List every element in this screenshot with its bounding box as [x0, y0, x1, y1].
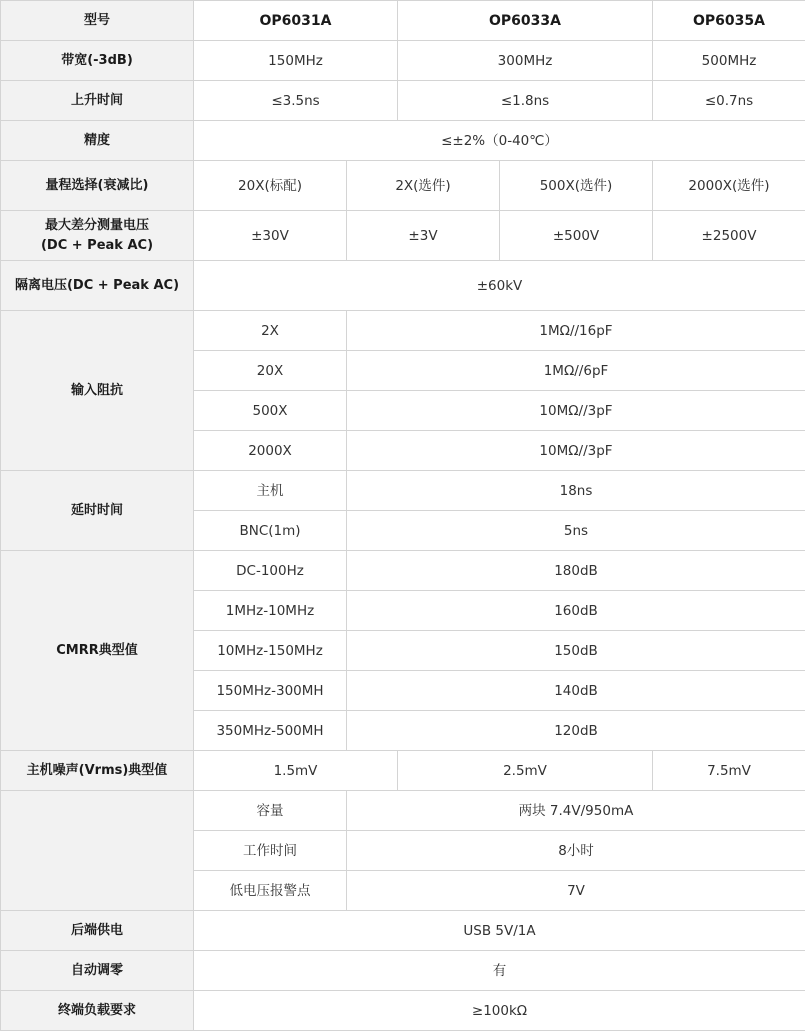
table-row	[1, 211, 805, 261]
cmrr-freq: 150MHz-300MH	[194, 671, 347, 711]
rise-time-value: ≤3.5ns	[194, 81, 398, 121]
noise-value: 2.5mV	[398, 751, 653, 791]
rise-time-label: 上升时间	[1, 81, 194, 121]
auto-zero-value: 有	[194, 951, 805, 991]
table-row	[1, 121, 805, 161]
range-label: 量程选择(衰减比)	[1, 161, 194, 211]
accuracy-label: 精度	[1, 121, 194, 161]
delay-item: BNC(1m)	[194, 511, 347, 551]
cmrr-freq: 350MHz-500MH	[194, 711, 347, 751]
cmrr-freq: 10MHz-150MHz	[194, 631, 347, 671]
range-value: 2X(选件)	[347, 161, 500, 211]
delay-label: 延时时间	[1, 471, 194, 551]
delay-value: 5ns	[347, 511, 805, 551]
bandwidth-value: 500MHz	[653, 41, 805, 81]
max-diff-voltage-label-line2: (DC + Peak AC)	[40, 237, 154, 253]
delay-value: 18ns	[347, 471, 805, 511]
table-row	[1, 551, 805, 591]
cmrr-value: 120dB	[347, 711, 805, 751]
impedance-value: 10MΩ//3pF	[347, 391, 805, 431]
impedance-range: 20X	[194, 351, 347, 391]
noise-value: 7.5mV	[653, 751, 805, 791]
bandwidth-value: 150MHz	[194, 41, 398, 81]
power-label: 后端供电	[1, 911, 194, 951]
bandwidth-value: 300MHz	[398, 41, 653, 81]
input-impedance-label: 输入阻抗	[1, 311, 194, 471]
rise-time-value: ≤1.8ns	[398, 81, 653, 121]
battery-value: 7V	[347, 871, 805, 911]
battery-value: 两块 7.4V/950mA	[347, 791, 805, 831]
table-row	[1, 311, 805, 351]
table-row	[1, 991, 805, 1031]
table-row	[1, 1, 805, 41]
table-row	[1, 161, 805, 211]
isolation-value: ±60kV	[194, 261, 805, 311]
battery-value: 8小时	[347, 831, 805, 871]
range-value: 2000X(选件)	[653, 161, 805, 211]
cmrr-freq: DC-100Hz	[194, 551, 347, 591]
table-row	[1, 951, 805, 991]
model-label: 型号	[1, 1, 194, 41]
battery-item: 工作时间	[194, 831, 347, 871]
table-row	[1, 81, 805, 121]
range-value: 20X(标配)	[194, 161, 347, 211]
impedance-value: 1MΩ//6pF	[347, 351, 805, 391]
table-row	[1, 41, 805, 81]
cmrr-value: 150dB	[347, 631, 805, 671]
battery-label	[1, 791, 194, 911]
max-diff-voltage-value: ±500V	[500, 211, 653, 261]
model-header: OP6033A	[398, 1, 653, 41]
impedance-range: 2000X	[194, 431, 347, 471]
model-header: OP6035A	[653, 1, 805, 41]
delay-item: 主机	[194, 471, 347, 511]
model-header: OP6031A	[194, 1, 398, 41]
load-value: ≥100kΩ	[194, 991, 805, 1031]
max-diff-voltage-value: ±3V	[347, 211, 500, 261]
max-diff-voltage-value: ±2500V	[653, 211, 805, 261]
auto-zero-label: 自动调零	[1, 951, 194, 991]
power-value: USB 5V/1A	[194, 911, 805, 951]
impedance-value: 1MΩ//16pF	[347, 311, 805, 351]
battery-item: 低电压报警点	[194, 871, 347, 911]
noise-label: 主机噪声(Vrms)典型值	[1, 751, 194, 791]
cmrr-value: 160dB	[347, 591, 805, 631]
max-diff-voltage-value: ±30V	[194, 211, 347, 261]
cmrr-value: 180dB	[347, 551, 805, 591]
range-value: 500X(选件)	[500, 161, 653, 211]
table-row	[1, 911, 805, 951]
cmrr-value: 140dB	[347, 671, 805, 711]
cmrr-freq: 1MHz-10MHz	[194, 591, 347, 631]
bandwidth-label: 带宽(-3dB)	[1, 41, 194, 81]
impedance-range: 2X	[194, 311, 347, 351]
max-diff-voltage-label-line1: 最大差分测量电压	[44, 217, 149, 233]
accuracy-value: ≤±2%（0-40℃）	[194, 121, 805, 161]
rise-time-value: ≤0.7ns	[653, 81, 805, 121]
cmrr-label: CMRR典型值	[1, 551, 194, 751]
table-row	[1, 471, 805, 511]
impedance-range: 500X	[194, 391, 347, 431]
table-row	[1, 751, 805, 791]
table-row	[1, 791, 805, 831]
max-diff-voltage-label	[1, 211, 194, 261]
noise-value: 1.5mV	[194, 751, 398, 791]
battery-item: 容量	[194, 791, 347, 831]
load-label: 终端负载要求	[1, 991, 194, 1031]
table-row	[1, 261, 805, 311]
isolation-label: 隔离电压(DC + Peak AC)	[1, 261, 194, 311]
impedance-value: 10MΩ//3pF	[347, 431, 805, 471]
